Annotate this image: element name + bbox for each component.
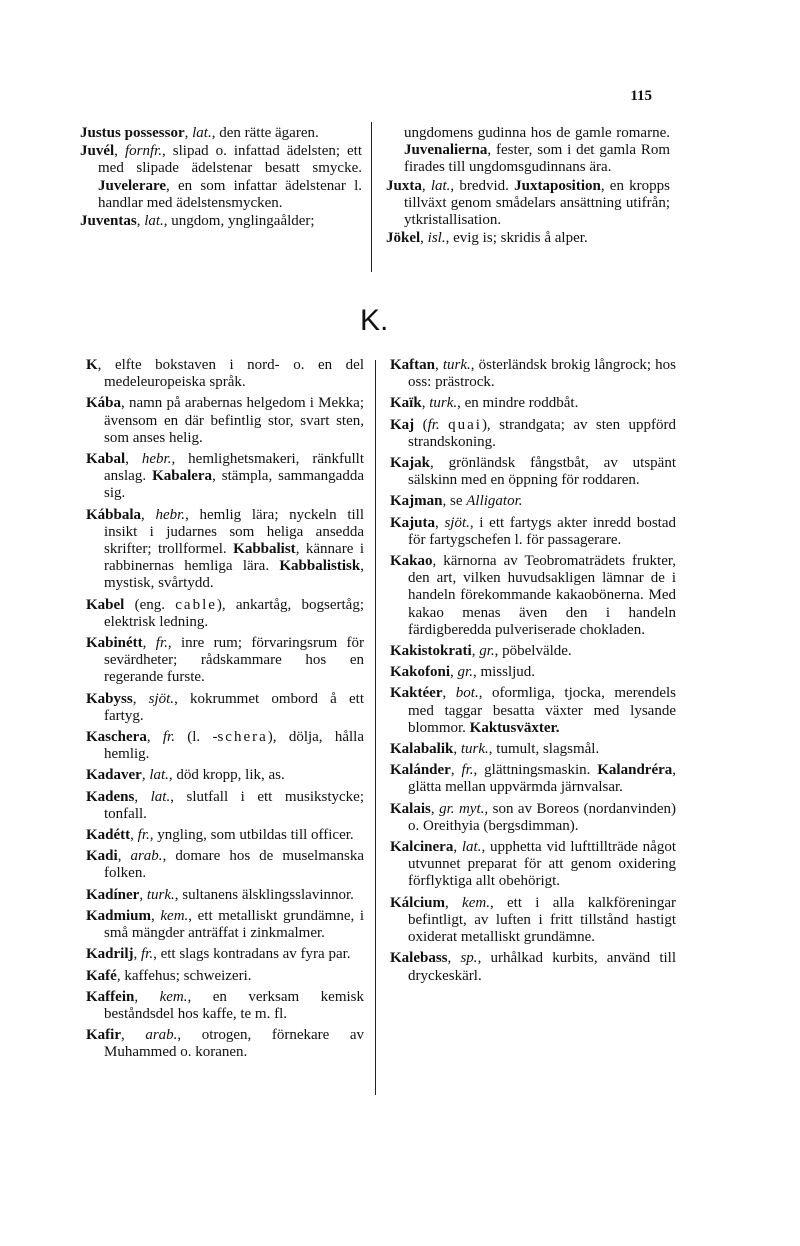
definition-text: , domare hos de muselmanska folken. [104, 848, 365, 882]
label-abbrev: hebr. [155, 506, 186, 523]
definition-text: , [141, 767, 150, 784]
label-abbrev: kem. [462, 894, 490, 911]
definition-text: , [450, 664, 458, 681]
dictionary-entry [390, 762, 676, 796]
label-abbrev: fr. [461, 762, 474, 779]
definition-text: , elfte bokstaven i nord- o. en del medeleuropeiska språk. [97, 357, 364, 391]
definition-text: ), ankartåg, bogsertåg; elektrisk ledning. [104, 596, 364, 630]
label-abbrev: lat. [461, 839, 482, 856]
definition-text: , [146, 729, 163, 746]
headword: Kaffein [86, 988, 135, 1005]
definition-text: , ett slags kontradans av fyra par. [153, 946, 351, 963]
label-abbrev: kem. [159, 988, 188, 1005]
headword: Jökel [386, 230, 421, 247]
definition-text: , [130, 827, 138, 844]
dictionary-entry [386, 230, 670, 247]
headword: Kakao [390, 553, 433, 570]
definition-text: , yngling, som utbildas till officer. [149, 827, 354, 844]
headword: Kafé [86, 967, 117, 984]
dictionary-entry [86, 848, 364, 882]
definition-text: , [125, 451, 142, 468]
definition-text: , [435, 357, 443, 373]
headword: Juxta [386, 177, 422, 194]
headword: Juvenalierna [404, 142, 488, 159]
dictionary-entry [390, 455, 676, 489]
dictionary-entry [386, 125, 670, 177]
headword: Kakofoni [390, 664, 451, 681]
definition-text: , [133, 946, 141, 963]
dictionary-entry [86, 691, 364, 725]
definition-text: , kärnorna av Teobromaträdets frukter, den art, vilken huvudsakligen lämnar de i handeln förekommande kakaobönerna. Med kakao menas även den i handeln färdigberedda pulveriserade chokladen. [408, 553, 676, 638]
definition-text: , glättningsmaskin. [473, 762, 598, 779]
label-abbrev: turk. [146, 886, 175, 903]
dictionary-entry [390, 839, 676, 891]
definition-text: , en verksam kemisk beståndsdel hos kaffe, te m. fl. [104, 988, 365, 1022]
definition-text: , [453, 839, 462, 856]
definition-text: , [445, 894, 463, 911]
definition-text: , den rätte ägaren. [211, 125, 319, 141]
dictionary-entry [86, 635, 364, 687]
label-abbrev: arab. [145, 1027, 178, 1044]
headword: Kaschera [86, 729, 147, 746]
dictionary-entry [86, 1027, 364, 1061]
definition-text: , en mindre roddbåt. [457, 395, 579, 412]
definition-text: , [450, 762, 462, 779]
definition-text: , [453, 741, 461, 758]
definition-text: , hemlig lära; nyckeln till insikt i judarnes som heliga ansedda skrifter; trollformel. [104, 506, 364, 558]
definition-text: , hemlighetsmakeri, ränkfullt anslag. [104, 451, 364, 485]
label-abbrev: fr. [155, 635, 168, 652]
label-abbrev: Alligator. [466, 493, 523, 510]
headword: Kajuta [390, 514, 435, 531]
label-abbrev: turk. [429, 395, 458, 412]
definition-text: , [421, 177, 431, 194]
definition-text: , slutfall i ett musikstycke; tonfall. [104, 788, 364, 822]
label-abbrev: sjöt. [444, 514, 470, 531]
headword: Kalais [390, 800, 431, 817]
headword: Kalebass [390, 950, 448, 967]
dictionary-entry [390, 801, 676, 835]
section-letter: K. [360, 304, 389, 337]
definition-text: , mystisk, svårtydd. [104, 558, 364, 592]
headword: Juventas [80, 213, 137, 230]
dictionary-entry [390, 553, 676, 639]
definition-text: , evig is; skridis å alper. [445, 230, 588, 247]
definition-text: , ett metalliskt grundämne, i små mängder anträffat i zinkmalmer. [104, 907, 365, 942]
headword: Kabbalistisk [279, 558, 361, 575]
right-column [390, 357, 676, 989]
label-abbrev: lat. [149, 767, 169, 784]
definition-text: , [442, 685, 456, 702]
dictionary-entry [80, 213, 362, 230]
headword: Kalcinera [390, 839, 454, 856]
headword: Juvél [80, 143, 115, 160]
definition-text: , son av Boreos (nordanvinden) o. Oreithyia (bergsdimman). [408, 800, 676, 834]
definition-text: (l. - [174, 729, 218, 746]
dictionary-entry [390, 357, 676, 391]
label-abbrev: fornfr. [124, 143, 163, 160]
definition-text: , oformliga, tjocka, merendels med taggar besatta växter med lysande blommor. [408, 685, 676, 736]
definition-text: , otrogen, förnekare av Muhammed o. koranen. [104, 1027, 365, 1061]
label-abbrev: isl. [427, 230, 446, 247]
top-left-column [80, 125, 362, 231]
definition-text [440, 417, 448, 433]
label-abbrev: lat. [144, 213, 164, 230]
label-abbrev: fr. [427, 416, 440, 433]
dictionary-entry [390, 395, 676, 412]
dictionary-entry [86, 968, 364, 985]
headword: Kabal [86, 451, 126, 468]
definition-text: , [447, 950, 461, 967]
dictionary-entry [386, 178, 670, 230]
label-abbrev: gr. [479, 643, 495, 660]
label-abbrev: hebr. [141, 451, 172, 468]
definition-text: , [421, 395, 430, 412]
headword: Kadétt [86, 827, 131, 844]
definition-text: ungdomens gudinna hos de gamle romarne. [404, 125, 670, 141]
definition-text: , [134, 988, 160, 1005]
definition-text: , kokrummet ombord å ett fartyg. [104, 690, 365, 724]
headword: Kaïk [390, 395, 422, 412]
dictionary-entry [390, 950, 676, 984]
label-abbrev: lat. [192, 125, 212, 141]
headword: Juxtaposition [514, 177, 601, 194]
dictionary-entry [390, 895, 676, 947]
definition-text: , se [442, 493, 467, 510]
definition-text: , ett i alla kalkföreningar befintligt, av luften i fritt tillstånd hastigt oxiderat metalliskt grundämne. [408, 894, 676, 946]
label-abbrev: fr. [162, 729, 175, 746]
dictionary-entry [86, 989, 364, 1023]
left-column [86, 357, 364, 1066]
headword: K [86, 357, 98, 373]
page-number: 115 [630, 88, 652, 104]
label-abbrev: arab. [130, 848, 163, 865]
definition-text: , sultanens älsklingsslavinnor. [174, 886, 354, 903]
definition-text: , [117, 848, 131, 865]
label-abbrev: gr. [457, 664, 473, 681]
definition-text: , pöbelvälde. [494, 643, 572, 660]
headword: Kabel [86, 596, 125, 613]
label-abbrev: lat. [430, 177, 451, 194]
headword: Kajman [390, 493, 443, 510]
definition-text: , [435, 514, 445, 531]
definition-text: , i ett fartygs akter inredd bostad för fartygschefen l. för passagerare. [408, 514, 676, 548]
column-divider-top [371, 122, 372, 272]
label-abbrev: lat. [150, 788, 171, 805]
headword: Kaftan [390, 357, 435, 373]
label-abbrev: fr. [137, 827, 150, 844]
definition-text: , kännare i rabbinernas hemliga lära. [104, 541, 365, 575]
headword: Kadi [86, 848, 118, 865]
definition-text: cable [175, 596, 217, 613]
definition-text: ( [414, 416, 428, 433]
headword: Kabyss [86, 690, 133, 707]
headword: Kadmium [86, 907, 152, 924]
headword: Juvelerare [98, 177, 167, 194]
dictionary-entry [86, 507, 364, 593]
label-abbrev: turk. [460, 741, 489, 758]
definition-text: , fester, som i det gamla Rom firades till ungdomsgudinnans ära. [404, 142, 670, 176]
definition-text: schera [217, 729, 268, 746]
headword: Kakistokrati [390, 643, 472, 660]
headword: Justus possessor [80, 125, 185, 141]
label-abbrev: sjöt. [148, 690, 175, 707]
dictionary-entry [86, 451, 364, 503]
dictionary-entry [86, 357, 364, 391]
definition-text: , bredvid. [450, 177, 515, 194]
headword: Kabbalist [233, 541, 296, 558]
dictionary-entry [390, 493, 676, 510]
definition-text: , ungdom, ynglingaålder; [163, 213, 315, 230]
definition-text: , [139, 886, 147, 903]
definition-text: , [184, 125, 193, 141]
headword: Kaktusväxter. [469, 719, 560, 736]
definition-text: , [430, 800, 440, 817]
definition-text: , österländsk brokig långrock; hos oss: prästrock. [408, 357, 677, 391]
dictionary-entry [390, 515, 676, 549]
dictionary-entry [86, 597, 364, 631]
definition-text: , [141, 506, 156, 523]
dictionary-entry [390, 643, 676, 660]
definition-text: , glätta mellan uppvärmda järnvalsar. [408, 762, 677, 796]
headword: Kába [86, 395, 122, 412]
dictionary-entry [390, 417, 676, 451]
definition-text: , urhålkad kurbits, använd till dryckeskärl. [408, 950, 676, 984]
headword: Kafir [86, 1027, 121, 1044]
dictionary-entry [86, 887, 364, 904]
dictionary-entry [390, 741, 676, 758]
headword: Kálcium [390, 894, 445, 911]
headword: Kaj [390, 416, 415, 433]
definition-text: , stämpla, sammangadda sig. [104, 468, 364, 502]
dictionary-entry [86, 789, 364, 823]
definition-text: , död kropp, lik, as. [168, 767, 285, 784]
definition-text: , [420, 230, 428, 247]
label-abbrev: gr. myt. [439, 800, 485, 817]
headword: Kadens [86, 788, 135, 805]
label-abbrev: kem. [160, 907, 189, 924]
label-abbrev: sp. [460, 950, 478, 967]
dictionary-entry [86, 827, 364, 844]
definition-text: , [114, 143, 125, 160]
dictionary-entry [86, 946, 364, 963]
headword: Kabalera [152, 468, 213, 485]
dictionary-entry [390, 664, 676, 681]
headword: Kadaver [86, 767, 142, 784]
definition-text: , inre rum; förvaringsrum för sevärdheter; rådskammare hos en regerande furste. [104, 635, 365, 686]
definition-text: , slipad o. infattad ädelsten; ett med slipade ädelstenar besatt smycke. [98, 143, 363, 177]
headword: Kadíner [86, 886, 140, 903]
definition-text: , namn på arabernas helgedom i Mekka; ävensom en där befintlig stor, svart sten, som anses helig. [104, 395, 364, 446]
headword: Kabinétt [86, 635, 143, 652]
headword: Kábbala [86, 506, 142, 523]
label-abbrev: bot. [455, 685, 479, 702]
definition-text: , tumult, slagsmål. [488, 741, 600, 758]
definition-text: , [142, 635, 156, 652]
dictionary-entry [390, 685, 676, 737]
headword: Kadrilj [86, 946, 134, 963]
dictionary-entry [80, 143, 362, 212]
definition-text: , upphetta vid lufttillträde något utvunnet preparat för att genom oxidering förflyktiga allt obehörigt. [408, 839, 677, 890]
definition-text: , [121, 1027, 146, 1044]
definition-text: , [134, 788, 151, 805]
label-abbrev: fr. [141, 946, 154, 963]
headword: Kalánder [390, 762, 451, 779]
definition-text: , [151, 907, 161, 924]
label-abbrev: turk. [442, 357, 471, 373]
definition-text: , misslјud. [472, 664, 536, 681]
definition-text: , en kropps tillväxt genom smådelars ansättning utifrån; ytkristallisation. [404, 177, 670, 229]
definition-text: , [136, 213, 145, 230]
definition-text: , en som infattar ädelstenar l. handlar med ädelstensmycken. [98, 177, 362, 211]
definition-text: ), strandgata; av sten uppförd strandskoning. [408, 416, 676, 450]
definition-text: ), dölja, hålla hemlig. [104, 729, 365, 763]
definition-text: (eng. [124, 596, 176, 613]
dictionary-entry [86, 767, 364, 784]
headword: Kalandréra [597, 762, 673, 779]
dictionary-entry [86, 395, 364, 447]
definition-text: , [132, 690, 149, 707]
headword: Kajak [390, 455, 431, 472]
definition-text: , kaffehus; schweizeri. [116, 967, 252, 984]
dictionary-entry [86, 729, 364, 763]
dictionary-entry [80, 125, 362, 142]
definition-text: , grönländsk fångstbåt, av utspänt sälskinn med en öppning för roddaren. [408, 455, 676, 489]
column-divider-bottom [375, 360, 376, 1095]
definition-text: quai [448, 416, 482, 433]
dictionary-entry [86, 908, 364, 942]
top-right-column [386, 125, 670, 248]
definition-text: , [471, 643, 480, 660]
headword: Kaktéer [390, 685, 443, 702]
headword: Kalabalik [390, 741, 454, 758]
